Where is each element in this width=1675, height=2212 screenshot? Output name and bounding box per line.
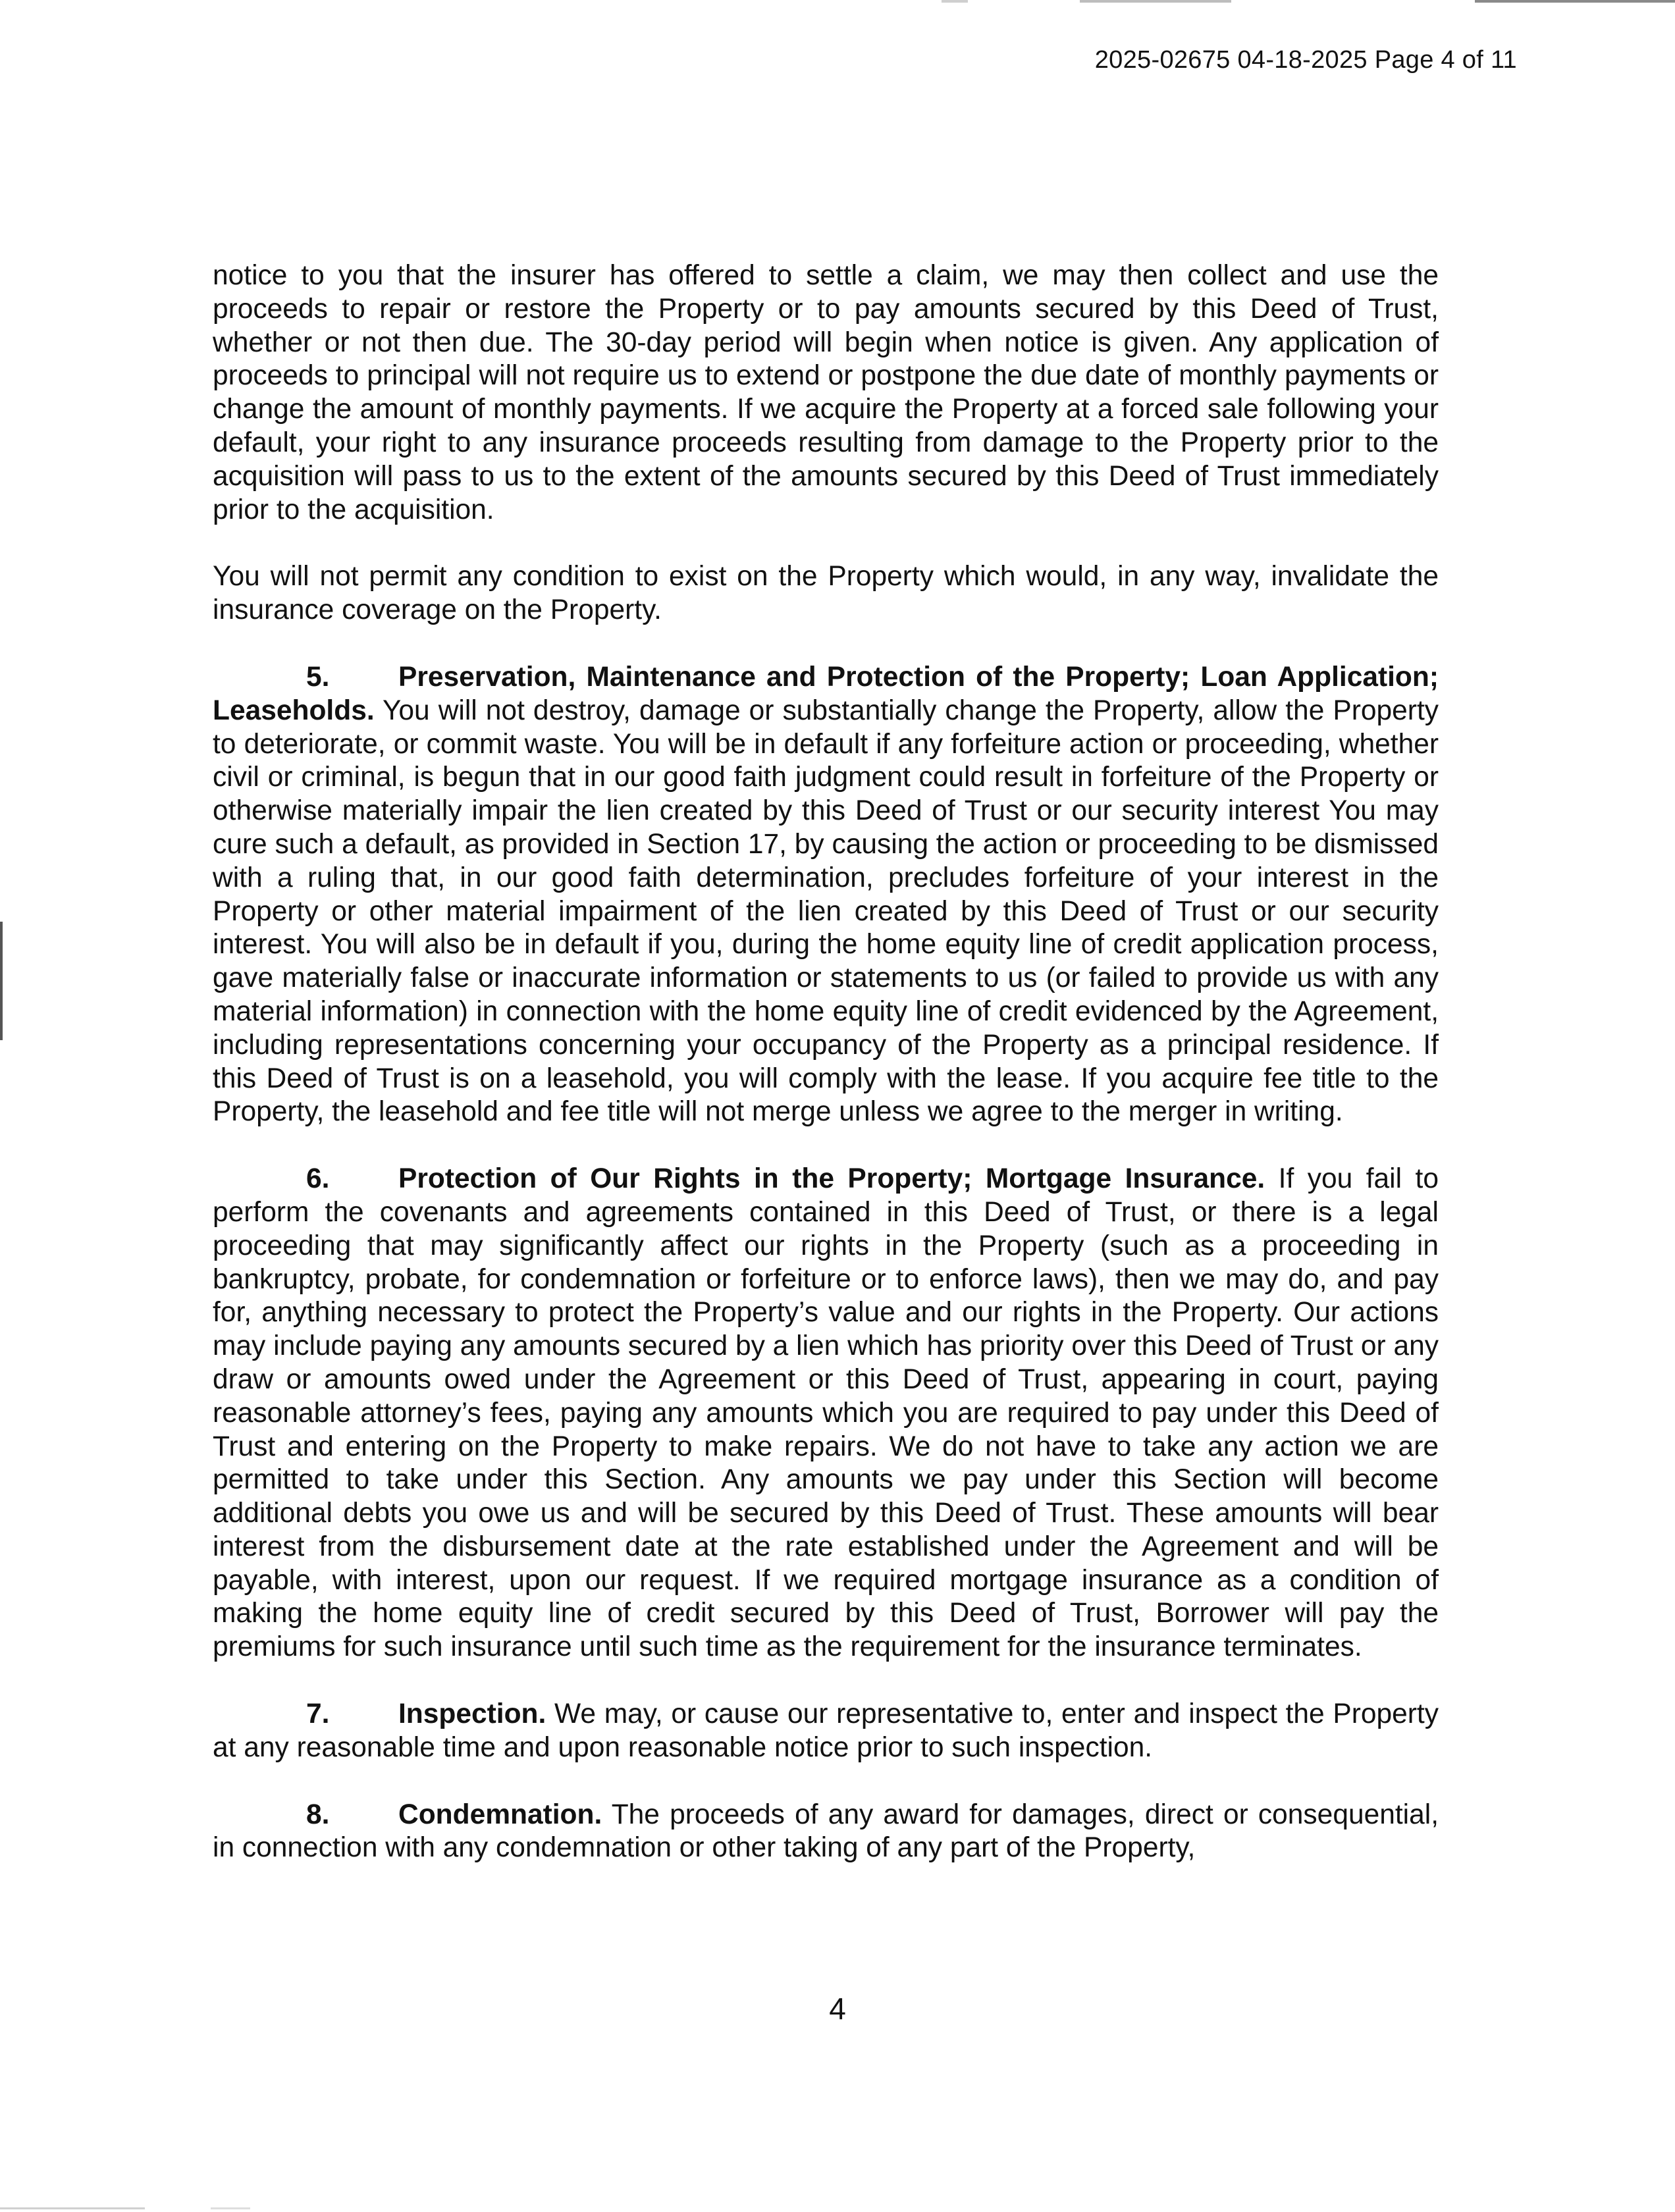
section-8-text: The proceeds of any award for damages, direct or consequential, in connection with any condemnation or other taking of any part of the Property, <box>213 1799 1439 1864</box>
section-7-number: 7. <box>306 1698 330 1730</box>
scan-artifact-top <box>863 0 1675 3</box>
section-6-title: Protection of Our Rights in the Property; Mortgage Insurance. <box>398 1163 1265 1195</box>
section-5 <box>213 661 1439 1129</box>
section-5-title: Preservation, Maintenance and Protection of the Property; Loan Application; Leaseholds. <box>213 661 1439 726</box>
section-5-text: You will not destroy, damage or substantially change the Property, allow the Property to deteriorate, or commit waste. You will be in default if any forfeiture action or proceeding, whether civil or criminal, is begun that in our good faith judgment could result in forfeiture of the Property or otherwise materially impair the lien created by this Deed of Trust or our security interest You may cure such a default, as provided in Section 17, by causing the action or proceeding to be dismissed with a ruling that, in our good faith determination, precludes forfeiture of your interest in the Property or other material impairment of the lien created by this Deed of Trust or our security interest. You will also be in default if you, during the home equity line of credit application process, gave materially false or inaccurate information or statements to us (or failed to provide us with any material information) in connection with the home equity line of credit evidenced by the Agreement, including representations concerning your occupancy of the Property as a principal residence. If this Deed of Trust is on a leasehold, you will comply with the lease. If you acquire fee title to the Property, the leasehold and fee title will not merge unless we agree to the merger in writing. <box>213 695 1439 1128</box>
section-6-text: If you fail to perform the covenants and agreements contained in this Deed of Trust, or there is a legal proceeding that may significantly affect our rights in the Property (such as a proceeding in bankruptcy, probate, for condemnation or forfeiture or to enforce laws), then we may do, and pay for, anything necessary to protect the Property’s value and our rights in the Property. Our actions may include paying any amounts secured by a lien which has priority over this Deed of Trust or any draw or amounts owed under the Agreement or this Deed of Trust, appearing in court, paying reasonable attorney’s fees, paying any amounts which you are required to pay under this Deed of Trust and entering on the Property to make repairs. We do not have to take any action we are permitted to take under this Section. Any amounts we pay under this Section will become additional debts you owe us and will be secured by this Deed of Trust. These amounts will bear interest from the disbursement date at the rate established under the Agreement and will be payable, with interest, upon our request. If we required mortgage insurance as a condition of making the home equity line of credit secured by this Deed of Trust, Borrower will pay the premiums for such insurance until such time as the requirement for the insurance terminates. <box>213 1163 1439 1663</box>
section-8 <box>213 1799 1439 1866</box>
paragraph-continuation: notice to you that the insurer has offered to settle a claim, we may then collect and use the proceeds to repair or restore the Property or to pay amounts secured by this Deed of Trust, whether or not then due. The 30-day period will begin when notice is given. Any application of proceeds to principal will not require us to extend or postpone the due date of monthly payments or change the amount of monthly payments. If we acquire the Property at a forced sale following your default, your right to any insurance proceeds resulting from damage to the Property prior to the acquisition will pass to us to the extent of the amounts secured by this Deed of Trust immediately prior to the acquisition. <box>213 260 1439 525</box>
section-5-number: 5. <box>306 661 330 693</box>
page-number: 4 <box>829 1991 846 2026</box>
section-8-number: 8. <box>306 1799 330 1830</box>
scan-artifact-bottom <box>0 2207 1675 2209</box>
section-6 <box>213 1163 1439 1664</box>
recording-stamp: 2025-02675 04-18-2025 Page 4 of 11 <box>1094 46 1517 74</box>
paragraph-insurance-condition: You will not permit any condition to exist on the Property which would, in any way, invalidate the insurance coverage on the Property. <box>213 561 1439 626</box>
scan-artifact-left <box>0 922 3 1040</box>
section-6-number: 6. <box>306 1163 330 1195</box>
section-7-title: Inspection. <box>398 1698 546 1730</box>
section-7 <box>213 1698 1439 1765</box>
section-8-title: Condemnation. <box>398 1799 602 1830</box>
section-7-text: We may, or cause our representative to, enter and inspect the Property at any reasonable time and upon reasonable notice prior to such inspection. <box>213 1698 1439 1763</box>
document-body <box>213 259 1439 1899</box>
